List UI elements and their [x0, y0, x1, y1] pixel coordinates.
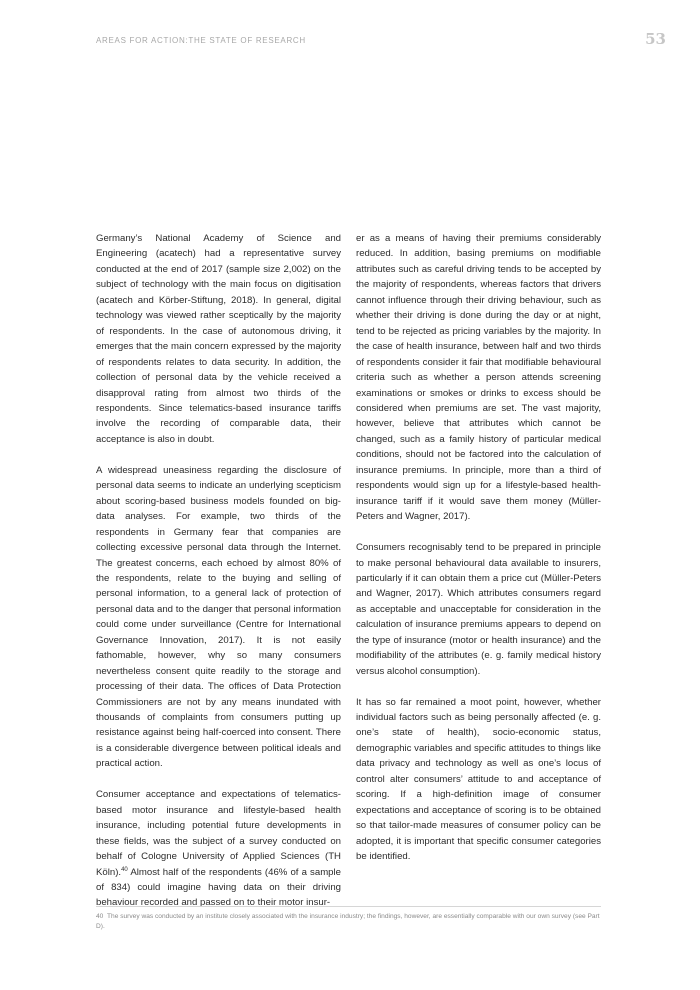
- left-paragraph-3-text-a: Consumer acceptance and expectations of telematics-based motor insurance and lifestyle-based health insurance, including potential future developments in these fields, was the subject of a survey conducted on behalf of Cologne University of Applied Sciences (TH Köln).: [96, 789, 341, 878]
- footnote-divider: [96, 906, 601, 907]
- right-paragraph-3: It has so far remained a moot point, however, whether individual factors such as being personally affected (e. g. one’s state of health), socio-economic status, demographic variables and specific attitudes to things like data privacy and technology as well as one’s locus of control alter consumers’ attitude to and acceptance of scoring. If a high-definition image of consumer expectations and acceptance of scoring is to be obtained so that tailor-made measures of consumer policy can be adopted, it is important that specific consumer categories be identified.: [356, 696, 601, 863]
- left-column: [96, 231, 341, 911]
- left-paragraph-3: [96, 787, 341, 911]
- right-column: [356, 231, 601, 865]
- right-paragraph-2: Consumers recognisably tend to be prepared in principle to make personal behavioural data available to insurers, particularly if it can obtain them a price cut (Müller-Peters and Wagner, 2017). Which attributes consumers regard as acceptable and unacceptable for consideration in the calculation of insurance premiums appears to depend on the type of insurance (motor or health insurance) and the modifiability of the attributes (e. g. family medical history versus alcohol consumption).: [356, 542, 601, 677]
- page-header: [96, 30, 666, 54]
- footnote-number: 40: [96, 913, 104, 920]
- left-paragraph-1: Germany’s National Academy of Science and Engineering (acatech) had a representative survey conducted at the end of 2017 (sample size 2,002) on the subject of technology with the main focus on digitisation (acatech and Körber-Stiftung, 2018). In general, digital technology was viewed rather sceptically by the majority of respondents. In the case of autonomous driving, it emerges that the main concern expressed by the majority of respondents relates to data security. In addition, the collection of personal data by the vehicle received a disapproval rating from almost two thirds of the respondents. Since telematics-based insurance tariffs involve the recording of comparable data, their acceptance is also in doubt.: [96, 233, 341, 445]
- left-paragraph-2: A widespread uneasiness regarding the disclosure of personal data seems to indicate an underlying scepticism about scoring-based business models founded on big-data analyses. For example, two thirds of the respondents in Germany fear that companies are collecting excessive personal data through the Internet. The greatest concerns, each echoed by almost 80% of the respondents, relate to the buying and selling of personal information, to a general lack of protection of personal data and to the danger that personal information could come under surveillance (Centre for International Governance Innovation, 2017). It is not easily fathomable, however, why so many consumers nevertheless consent quite readily to the storage and processing of their data. The offices of Data Protection Commissioners are not by any means inundated with thousands of complaints from consumers putting up resistance against being half-coerced into consent. There is a considerable divergence between political ideals and practical action.: [96, 464, 341, 770]
- left-paragraph-3-text-b: Almost half of the respondents (46% of a sample of 834) could imagine having data on their driving behaviour recorded and passed on to their motor insur-: [96, 866, 341, 909]
- footnote-40: [96, 912, 601, 932]
- footnote-text: The survey was conducted by an institute closely associated with the insurance industry; the findings, however, are essentially comparable with our own survey (see Part D).: [96, 913, 600, 930]
- right-paragraph-1: er as a means of having their premiums considerably reduced. In addition, basing premiums on modifiable attributes such as careful driving tends to be accepted by the majority of respondents, whereas factors that drivers cannot influence through their driving behaviour, such as whether their driving is done during the day or at night, tend to be rejected as pricing variables by the majority. In the case of health insurance, between half and two thirds of respondents consider it fair that modifiable behavioural criteria such as whether a person attends screening examinations or smokes or drinks to excess should be considered when premiums are set. The vast majority, however, believe that attributes which cannot be changed, such as a family history of particular medical conditions, should not be factored into the calculation of insurance premiums. In principle, more than a third of respondents would sign up for a lifestyle-based health-insurance tariff if it would save them money (Müller-Peters and Wagner, 2017).: [356, 233, 601, 523]
- running-header-title: AREAS FOR ACTION:THE STATE OF RESEARCH: [96, 36, 306, 45]
- page-number: 53: [645, 30, 666, 48]
- footnote-reference-40[interactable]: 40: [121, 866, 128, 873]
